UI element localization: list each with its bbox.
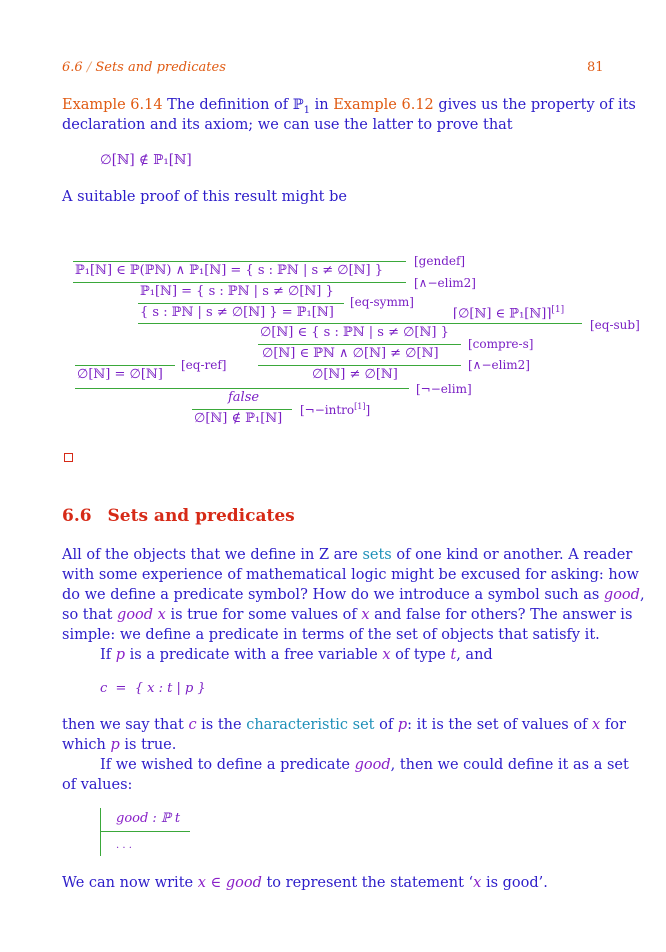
- example-text-2: in: [310, 97, 334, 113]
- proof-label-not-intro: [300, 402, 370, 417]
- proof-rule-5: [258, 344, 461, 345]
- proof-label-eq-sub: [eq-sub]: [590, 318, 640, 332]
- axdef-dots: . . .: [116, 840, 132, 851]
- not-intro-close: ]: [365, 403, 371, 417]
- proof-label-eq-ref: [eq-ref]: [181, 358, 227, 372]
- para3-b: is the: [196, 717, 247, 733]
- proof-label-and-elim-1: [∧−elim2]: [414, 276, 476, 290]
- para3-e: : it is the set of values of: [407, 717, 593, 733]
- proof-intro: A suitable proof of this result might be: [62, 189, 347, 205]
- not-intro-text: [¬−intro: [300, 403, 355, 417]
- axdef-bar: [100, 808, 101, 856]
- assumption-sup: [1]: [551, 305, 565, 315]
- x-var-2: x: [382, 647, 391, 663]
- para4-line-2: of values:: [62, 777, 133, 793]
- axdef-divider: [100, 831, 190, 832]
- para1-line-5: simple: we define a predicate in terms of the set of objects that satisfy it.: [62, 627, 600, 643]
- para1-line-4: [62, 605, 632, 625]
- axdef-declaration: [116, 811, 180, 826]
- header-section-number: 6.6: [62, 60, 83, 75]
- p-var-2: p: [397, 717, 408, 733]
- para2-b: is a predicate with a free variable: [125, 647, 383, 663]
- proof-label-gendef: [gendef]: [414, 254, 466, 268]
- page-number: 81: [587, 60, 604, 75]
- proof-label-and-elim-2: [∧−elim2]: [468, 358, 530, 372]
- para1-text-b: of one kind or another. A reader: [391, 547, 633, 563]
- para5-line: [62, 873, 548, 893]
- para4-line-1: [100, 755, 629, 775]
- para1-line-1: [62, 545, 632, 565]
- para1-text-a: All of the objects that we define in Z are: [62, 547, 363, 563]
- c-var: c: [188, 717, 197, 733]
- good-x-term: good x: [117, 607, 166, 623]
- example-text-3: gives us the property of its: [433, 97, 636, 113]
- para1-l4-text: so that: [62, 607, 118, 623]
- characteristic-set-link[interactable]: characteristic set: [246, 717, 375, 733]
- good-term: good: [603, 587, 640, 603]
- para3-a: then we say that: [62, 717, 189, 733]
- proof-line-5: ∅[ℕ] ∈ ℙℕ ∧ ∅[ℕ] ≠ ∅[ℕ]: [262, 346, 439, 361]
- section-title: Sets and predicates: [107, 506, 295, 526]
- proof-label-compre: [compre-s]: [468, 337, 534, 351]
- para5-b: to represent the statement ‘: [261, 875, 474, 891]
- proof-line-3: { s : ℙℕ | s ≠ ∅[ℕ] } = ℙ₁[ℕ]: [140, 305, 334, 320]
- x-in-good-expr: x ∈ good: [197, 875, 262, 891]
- example-claim: ∅[ℕ] ∉ ℙ₁[ℕ]: [100, 152, 192, 168]
- example-line-2: declaration and its axiom; we can use the latter to prove that: [62, 117, 513, 133]
- para1-l4-end: and false for others? The answer is: [369, 607, 633, 623]
- para5-c: is good’.: [481, 875, 548, 891]
- p-var: p: [115, 647, 126, 663]
- axdef-name: good: [116, 811, 149, 826]
- proof-rule-6a: [75, 365, 175, 366]
- para4-b: , then we could define it as a set: [390, 757, 629, 773]
- para3-line-1: [62, 715, 626, 735]
- proof-rule-4: [138, 323, 582, 324]
- x-var: x: [361, 607, 370, 623]
- section-number: 6.6: [62, 506, 92, 526]
- para3-f: for: [600, 717, 626, 733]
- para5-a: We can now write: [62, 875, 198, 891]
- sets-link[interactable]: sets: [362, 547, 392, 563]
- proof-rule-7: [75, 388, 409, 389]
- para1-line-2: with some experience of mathematical logic might be excused for asking: how: [62, 567, 639, 583]
- para3-l2a: which: [62, 737, 111, 753]
- proof-rule-3: [138, 303, 344, 304]
- para3-l2b: is true.: [119, 737, 177, 753]
- para3-line-2: [62, 735, 176, 755]
- good-term-2: good: [354, 757, 391, 773]
- proof-line-2: ℙ₁[ℕ] = { s : ℙℕ | s ≠ ∅[ℕ] }: [140, 284, 334, 299]
- example-text: The definition of ℙ: [167, 97, 304, 113]
- proof-line-6b: ∅[ℕ] ≠ ∅[ℕ]: [312, 367, 398, 382]
- header-section-title: Sets and predicates: [95, 60, 226, 75]
- set-definition: c = { x : t | p }: [100, 681, 206, 696]
- axdef-type: : ℙ t: [148, 811, 181, 826]
- proof-line-1: ℙ₁[ℕ] ∈ ℙ(ℙℕ) ∧ ℙ₁[ℕ] = { s : ℙℕ | s ≠ ∅[ℕ] }: [75, 263, 384, 278]
- proof-rule-1-top: [73, 261, 406, 262]
- proof-label-eq-symm: [eq-symm]: [350, 295, 414, 309]
- para2-a: If: [100, 647, 116, 663]
- section-heading: [62, 506, 295, 526]
- para1-line-3: [62, 585, 645, 605]
- para1-l4-mid: is true for some values of: [165, 607, 362, 623]
- example-ref-link[interactable]: Example 6.12: [333, 97, 434, 113]
- x-var-3: x: [592, 717, 601, 733]
- qed-box: [64, 453, 73, 462]
- p-var-3: p: [110, 737, 120, 753]
- example-sub: 1: [303, 104, 311, 116]
- proof-rule-6b: [258, 365, 461, 366]
- proof-line-4: ∅[ℕ] ∈ { s : ℙℕ | s ≠ ∅[ℕ] }: [260, 325, 449, 340]
- para1-l3-text: do we define a predicate symbol? How do we introduce a symbol such as: [62, 587, 604, 603]
- para4-a: If we wished to define a predicate: [100, 757, 355, 773]
- proof-conclusion: ∅[ℕ] ∉ ℙ₁[ℕ]: [194, 411, 283, 426]
- proof-assumption: [453, 305, 564, 321]
- para2-c: of type: [390, 647, 451, 663]
- para3-d: of: [374, 717, 398, 733]
- proof-line-6a: ∅[ℕ] = ∅[ℕ]: [77, 367, 163, 382]
- example-label: Example 6.14: [62, 97, 163, 113]
- running-header: [62, 60, 226, 75]
- assumption-text: ⌈∅[ℕ] ∈ ℙ₁[ℕ]⌉: [453, 306, 552, 322]
- not-intro-sup: [1]: [354, 402, 366, 411]
- proof-rule-2: [73, 282, 406, 283]
- proof-line-false: false: [228, 390, 260, 405]
- para2-d: , and: [456, 647, 493, 663]
- x-var-4: x: [473, 875, 482, 891]
- proof-rule-8: [192, 409, 292, 410]
- para1-l3-end: ,: [639, 587, 645, 603]
- header-separator: /: [86, 60, 92, 75]
- proof-label-not-elim: [¬−elim]: [416, 382, 472, 396]
- para2-line: [100, 645, 493, 665]
- t-var: t: [450, 647, 457, 663]
